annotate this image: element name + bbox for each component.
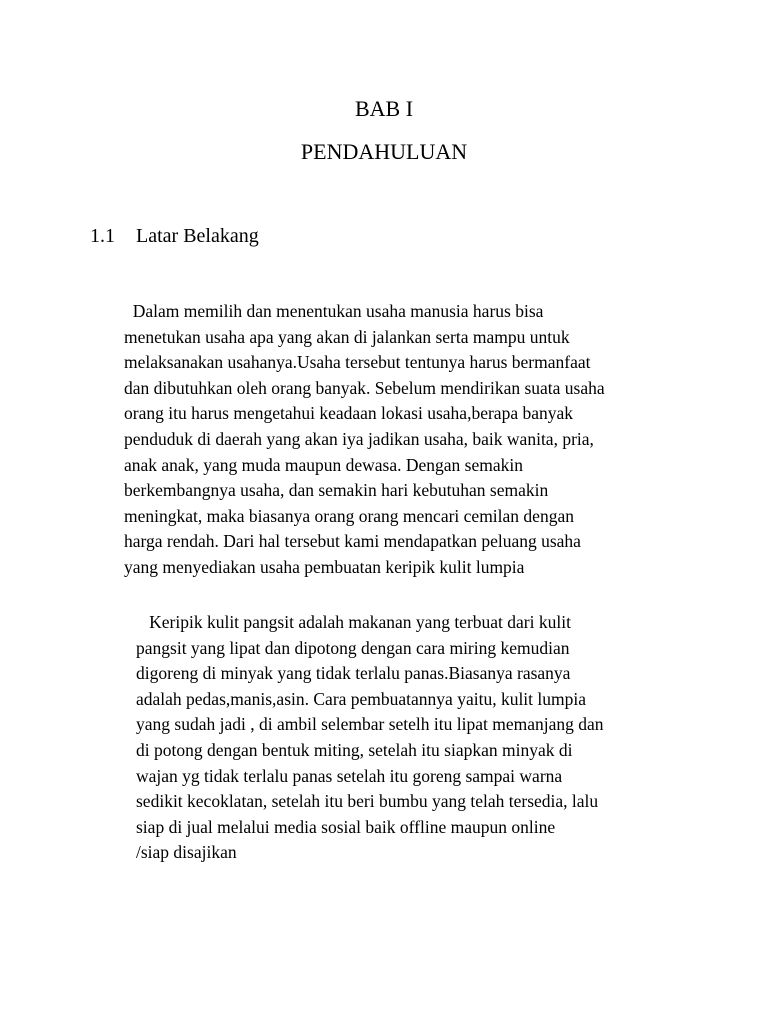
paragraph-latar-belakang-1 [124,299,605,581]
paragraph-line: /siap disajikan [136,842,237,863]
chapter-title: PENDAHULUAN [300,139,468,164]
paragraph-line: Dalam memilih dan menentukan usaha manusia harus bisa [124,301,544,321]
paragraph-line: dan dibutuhkan oleh orang banyak. Sebelum mendirikan suata usaha [124,377,605,398]
paragraph-line: menetukan usaha apa yang akan di jalankan serta mampu untuk [124,326,570,347]
paragraph-line: Keripik kulit pangsit adalah makanan yang terbuat dari kulit [136,612,571,632]
paragraph-line: wajan yg tidak terlalu panas setelah itu goreng sampai warna [136,765,563,786]
paragraph-line: di potong dengan bentuk miting, setelah itu siapkan minyak di [136,739,573,760]
paragraph-line: digoreng di minyak yang tidak terlalu panas.Biasanya rasanya [136,663,571,684]
section-title: Latar Belakang [136,225,259,247]
paragraph-line: berkembangnya usaha, dan semakin hari kebutuhan semakin [124,480,549,501]
paragraph-line: adalah pedas,manis,asin. Cara pembuatannya yaitu, kulit lumpia [136,688,587,709]
section-number: 1.1 [90,225,115,247]
paragraph-latar-belakang-2 [136,610,604,866]
paragraph-line: harga rendah. Dari hal tersebut kami mendapatkan peluang usaha [124,531,581,552]
paragraph-line: yang menyediakan usaha pembuatan keripik kulit lumpia [124,556,525,577]
section-heading [90,222,259,250]
paragraph-line: orang itu harus mengetahui keadaan lokasi usaha,berapa banyak [124,403,573,424]
paragraph-line: siap di jual melalui media sosial baik offline maupun online [136,816,556,837]
paragraph-line: meningkat, maka biasanya orang orang mencari cemilan dengan [124,505,574,526]
paragraph-line: penduduk di daerah yang akan iya jadikan usaha, baik wanita, pria, [124,428,594,449]
paragraph-line: anak anak, yang muda maupun dewasa. Dengan semakin [124,454,523,475]
paragraph-line: pangsit yang lipat dan dipotong dengan cara miring kemudian [136,637,570,658]
chapter-number: BAB I [354,96,414,121]
paragraph-line: yang sudah jadi , di ambil selembar setelh itu lipat memanjang dan [136,714,604,735]
paragraph-line: melaksanakan usahanya.Usaha tersebut tentunya harus bermanfaat [124,352,591,373]
paragraph-line: sedikit kecoklatan, setelah itu beri bumbu yang telah tersedia, lalu [136,791,599,812]
